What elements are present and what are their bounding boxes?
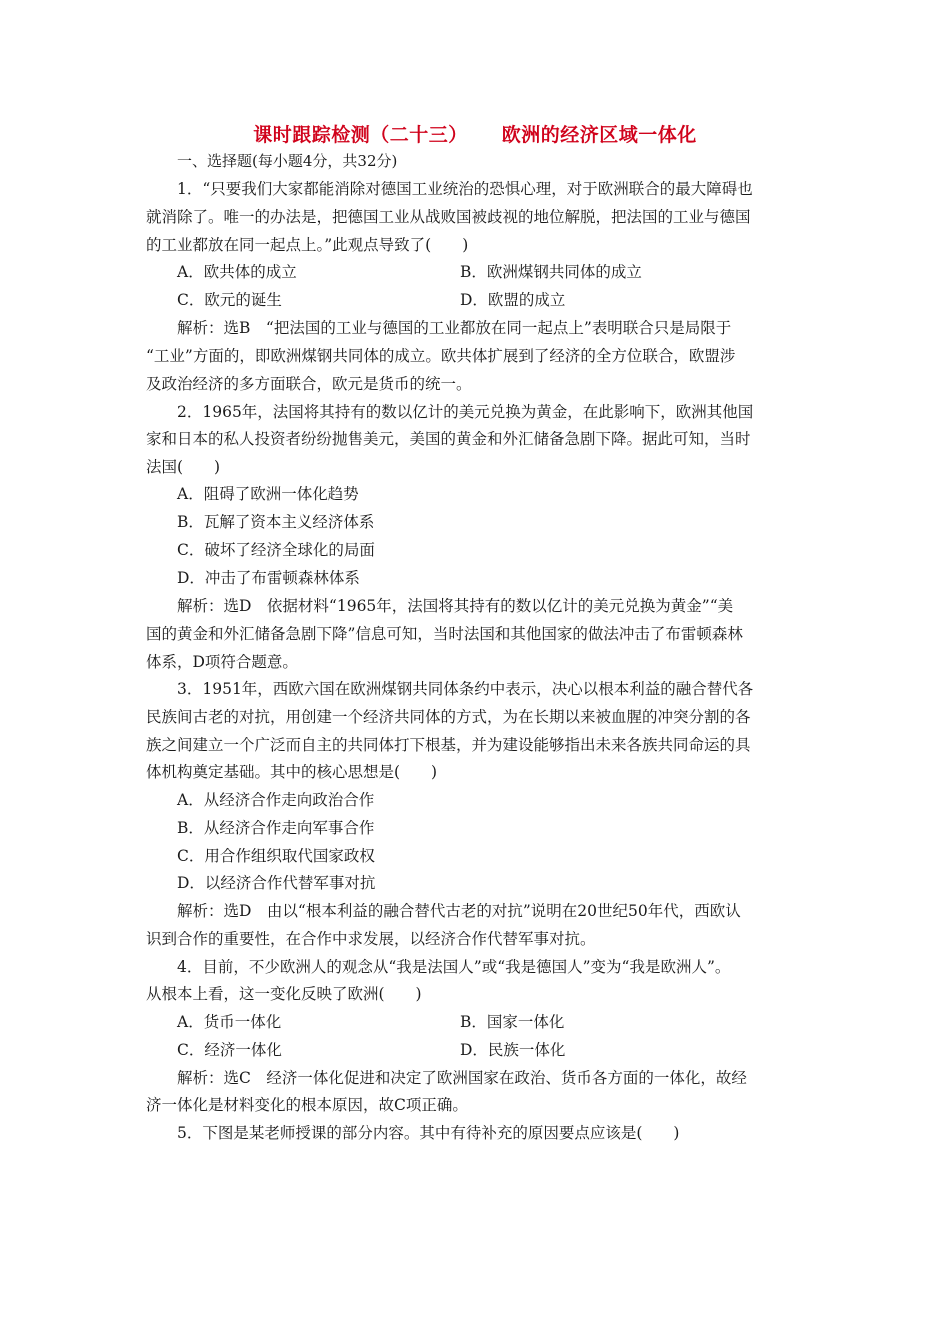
q2-stem-line: 法国( ) [146, 458, 221, 476]
q1-option-c: C．欧元的诞生 [177, 291, 282, 309]
page-title [0, 120, 950, 147]
q4-option-d: D．民族一体化 [460, 1041, 566, 1059]
q3-option-b: B．从经济合作走向军事合作 [177, 819, 375, 837]
q3-analysis-line: 解析：选D 由以“根本利益的融合替代古老的对抗”说明在20世纪50年代，西欧认 [177, 902, 741, 920]
q2-option-c: C．破坏了经济全球化的局面 [177, 541, 375, 559]
q2-option-d: D．冲击了布雷顿森林体系 [177, 569, 360, 587]
q4-stem-line: 从根本上看，这一变化反映了欧洲( ) [146, 985, 422, 1003]
q4-option-b: B．国家一体化 [460, 1013, 565, 1031]
q2-option-a: A．阻碍了欧洲一体化趋势 [177, 485, 359, 503]
q2-analysis-line: 国的黄金和外汇储备急剧下降”信息可知，当时法国和其他国家的做法冲击了布雷顿森林 [146, 625, 743, 643]
q1-stem-line: 1．“只要我们大家都能消除对德国工业统治的恐惧心理，对于欧洲联合的最大障碍也 [177, 180, 753, 198]
q1-option-b: B．欧洲煤钢共同体的成立 [460, 263, 642, 281]
q3-stem-line: 3．1951年，西欧六国在欧洲煤钢共同体条约中表示，决心以根本利益的融合替代各 [177, 680, 754, 698]
q3-stem-line: 民族间古老的对抗，用创建一个经济共同体的方式，为在长期以来被血腥的冲突分割的各 [146, 708, 751, 726]
q4-stem-line: 4．目前，不少欧洲人的观念从“我是法国人”或“我是德国人”变为“我是欧洲人”。 [177, 958, 731, 976]
q1-stem-line: 的工业都放在同一起点上。”此观点导致了( ) [146, 236, 469, 254]
q4-analysis-line: 济一体化是材料变化的根本原因，故C项正确。 [146, 1096, 468, 1114]
q3-option-c: C．用合作组织取代国家政权 [177, 847, 375, 865]
q1-option-d: D．欧盟的成立 [460, 291, 566, 309]
section-heading: 一、选择题(每小题4分，共32分) [177, 152, 398, 170]
q3-stem-line: 体机构奠定基础。其中的核心思想是( ) [146, 763, 438, 781]
q2-stem-line: 家和日本的私人投资者纷纷抛售美元，美国的黄金和外汇储备急剧下降。据此可知，当时 [146, 430, 751, 448]
q1-analysis-line: “工业”方面的，即欧洲煤钢共同体的成立。欧共体扩展到了经济的全方位联合，欧盟涉 [146, 347, 736, 365]
q2-analysis-line: 解析：选D 依据材料“1965年，法国将其持有的数以亿计的美元兑换为黄金”“美 [177, 597, 734, 615]
q4-option-c: C．经济一体化 [177, 1041, 282, 1059]
title-right: 欧洲的经济区域一体化 [501, 124, 697, 146]
q3-option-a: A．从经济合作走向政治合作 [177, 791, 375, 809]
q5-stem-line: 5．下图是某老师授课的部分内容。其中有待补充的原因要点应该是( ) [177, 1124, 680, 1142]
q2-analysis-line: 体系，D项符合题意。 [146, 653, 298, 671]
q3-analysis-line: 识到合作的重要性，在合作中求发展，以经济合作代替军事对抗。 [146, 930, 596, 948]
q2-stem-line: 2．1965年，法国将其持有的数以亿计的美元兑换为黄金，在此影响下，欧洲其他国 [177, 403, 754, 421]
q4-analysis-line: 解析：选C 经济一体化促进和决定了欧洲国家在政治、货币各方面的一体化，故经 [177, 1069, 747, 1087]
q3-option-d: D．以经济合作代替军事对抗 [177, 874, 376, 892]
q1-stem-line: 就消除了。唯一的办法是，把德国工业从战败国被歧视的地位解脱，把法国的工业与德国 [146, 208, 751, 226]
q1-analysis-line: 解析：选B “把法国的工业与德国的工业都放在同一起点上”表明联合只是局限于 [177, 319, 732, 337]
q4-option-a: A．货币一体化 [177, 1013, 282, 1031]
title-left: 课时跟踪检测（二十三） [253, 124, 468, 146]
q2-option-b: B．瓦解了资本主义经济体系 [177, 513, 375, 531]
q3-stem-line: 族之间建立一个广泛而自主的共同体打下根基，并为建设能够指出未来各族共同命运的具 [146, 736, 751, 754]
q1-analysis-line: 及政治经济的多方面联合，欧元是货币的统一。 [146, 375, 472, 393]
q1-option-a: A．欧共体的成立 [177, 263, 297, 281]
